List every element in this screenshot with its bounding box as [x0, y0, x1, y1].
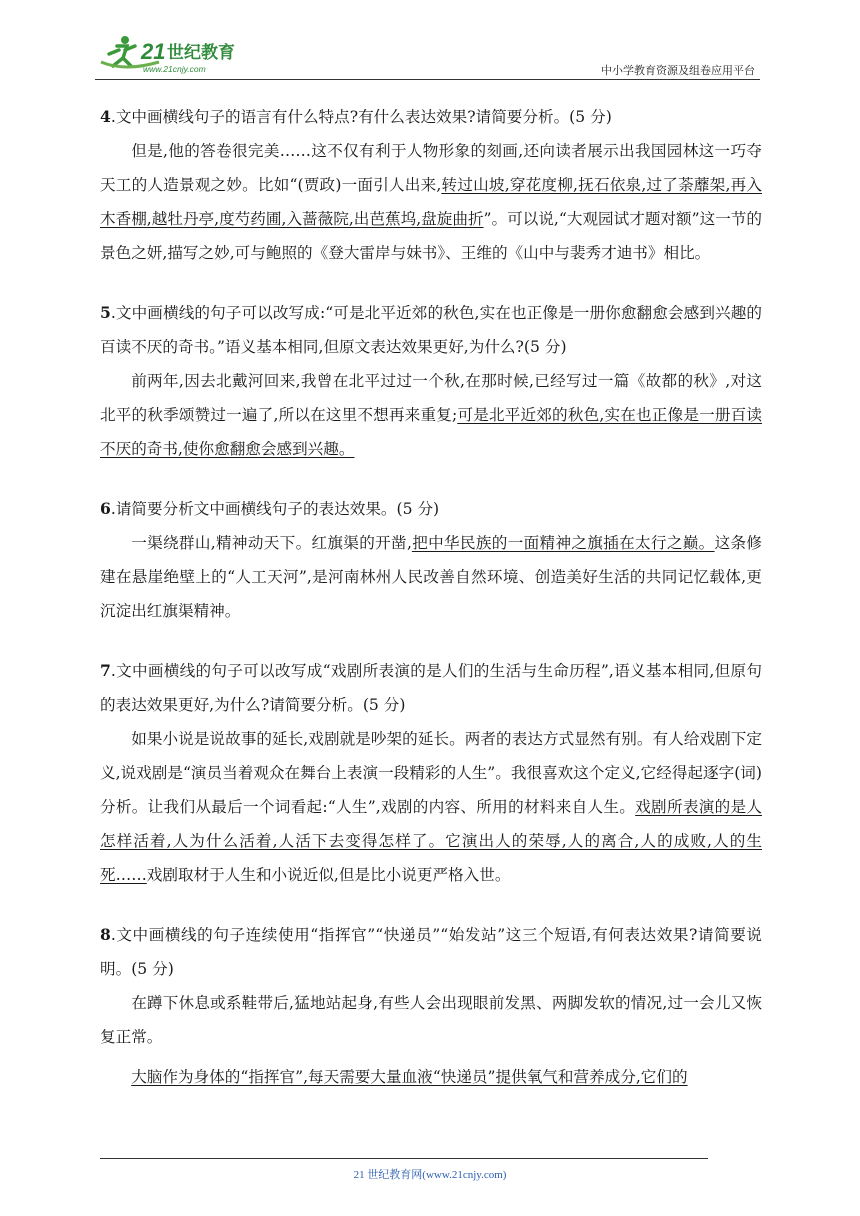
main-content	[100, 100, 762, 1094]
question-4	[100, 100, 762, 134]
question-number: 4	[100, 107, 111, 126]
question-number: 7	[100, 661, 111, 680]
passage-text: 如果小说是说故事的延长,戏剧就是吵架的延长。两者的表达方式显然有别。有人给戏剧下定义,说戏剧是“演员当着观众在舞台上表演一段精彩的人生”。我很喜欢这个定义,它经得起逐字(词)分析。让我们从最后一个词看起:“人生”,戏剧的内容、所用的材料来自人生。	[100, 730, 762, 816]
passage-text: 但是,他的答卷很完美……这不仅有利于人物形象的刻画,还向读者展示出我国园林这一巧夺天工的人造景观之妙。比如“(贾政)一面引人出来,	[100, 142, 762, 194]
question-5	[100, 296, 762, 364]
svg-text:www.21cnjy.com: www.21cnjy.com	[143, 64, 206, 74]
page-footer: 21 世纪教育网(www.21cnjy.com)	[353, 1169, 507, 1181]
passage-7	[100, 722, 762, 892]
svg-text:21: 21	[141, 39, 166, 64]
question-number: 5	[100, 303, 111, 322]
question-text: .文中画横线的句子连续使用“指挥官”“快递员”“始发站”这三个短语,有何表达效果?请简要说明。(5 分)	[100, 926, 762, 978]
passage-6	[100, 526, 762, 628]
passage-8-para-1	[100, 986, 762, 1054]
site-logo	[95, 32, 265, 78]
passage-text: ”。可以说,“大观园试才题对额”这一节的景色之妍,描写之妙,可与鲍照的《登大雷岸与妹书》、王维的《山中与裴秀才迪书》相比。	[100, 210, 762, 262]
svg-text:世纪教育: 世纪教育	[167, 43, 235, 63]
question-text: .文中画横线句子的语言有什么特点?有什么表达效果?请简要分析。(5 分)	[110, 108, 612, 126]
question-text: .文中画横线的句子可以改写成“戏剧所表演的是人们的生活与生命历程”,语义基本相同,但原句的表达效果更好,为什么?请简要分析。(5 分)	[100, 662, 762, 714]
question-number: 6	[100, 499, 111, 518]
passage-text: 前两年,因去北戴河回来,我曾在北平过过一个秋,在那时候,已经写过一篇《故都的秋》,对这北平的秋季颂赞过一遍了,所以在这里不想再来重复;	[100, 372, 762, 424]
question-8	[100, 918, 762, 986]
passage-4	[100, 134, 762, 270]
footer-divider	[100, 1158, 708, 1159]
header-divider	[95, 79, 760, 80]
passage-5	[100, 364, 762, 466]
passage-8-para-2	[100, 1060, 762, 1094]
passage-text: 戏剧取材于人生和小说近似,但是比小说更严格入世。	[146, 866, 511, 884]
question-number: 8	[100, 925, 111, 944]
platform-name: 中小学教育资源及组卷应用平台	[601, 64, 755, 77]
question-text: .请简要分析文中画横线句子的表达效果。(5 分)	[110, 500, 440, 518]
underlined-sentence: 转过山坡,穿花度柳,抚石依泉,过了荼蘼架,再入木香棚,越牡丹亭,度芍药圃,入蔷薇院,出芭蕉坞,盘旋曲折	[100, 176, 762, 228]
page-header	[95, 28, 760, 80]
passage-text: 这条修建在悬崖绝壁上的“人工天河”,是河南林州人民改善自然环境、创造美好生活的共同记忆载体,更沉淀出红旗渠精神。	[100, 534, 762, 620]
question-6	[100, 492, 762, 526]
underlined-sentence: 把中华民族的一面精神之旗插在太行之巅。	[411, 534, 715, 552]
underlined-sentence: 戏剧所表演的是人怎样活着,人为什么活着,人活下去变得怎样了。它演出人的荣辱,人的离合,人的成败,人的生死……	[100, 798, 762, 884]
underlined-sentence: 可是北平近郊的秋色,实在也正像是一册百读不厌的奇书,使你愈翻愈会感到兴趣。	[100, 406, 762, 458]
question-7	[100, 654, 762, 722]
passage-text: 一渠绕群山,精神动天下。红旗渠的开凿,	[131, 534, 412, 552]
question-text: .文中画横线的句子可以改写成:“可是北平近郊的秋色,实在也正像是一册你愈翻愈会感到兴趣的百读不厌的奇书。”语义基本相同,但原文表达效果更好,为什么?(5 分)	[100, 304, 762, 356]
underlined-sentence: 大脑作为身体的“指挥官”,每天需要大量血液“快递员”提供氧气和营养成分,它们的	[131, 1068, 688, 1086]
passage-text: 在蹲下休息或系鞋带后,猛地站起身,有些人会出现眼前发黑、两脚发软的情况,过一会儿又恢复正常。	[100, 994, 762, 1046]
